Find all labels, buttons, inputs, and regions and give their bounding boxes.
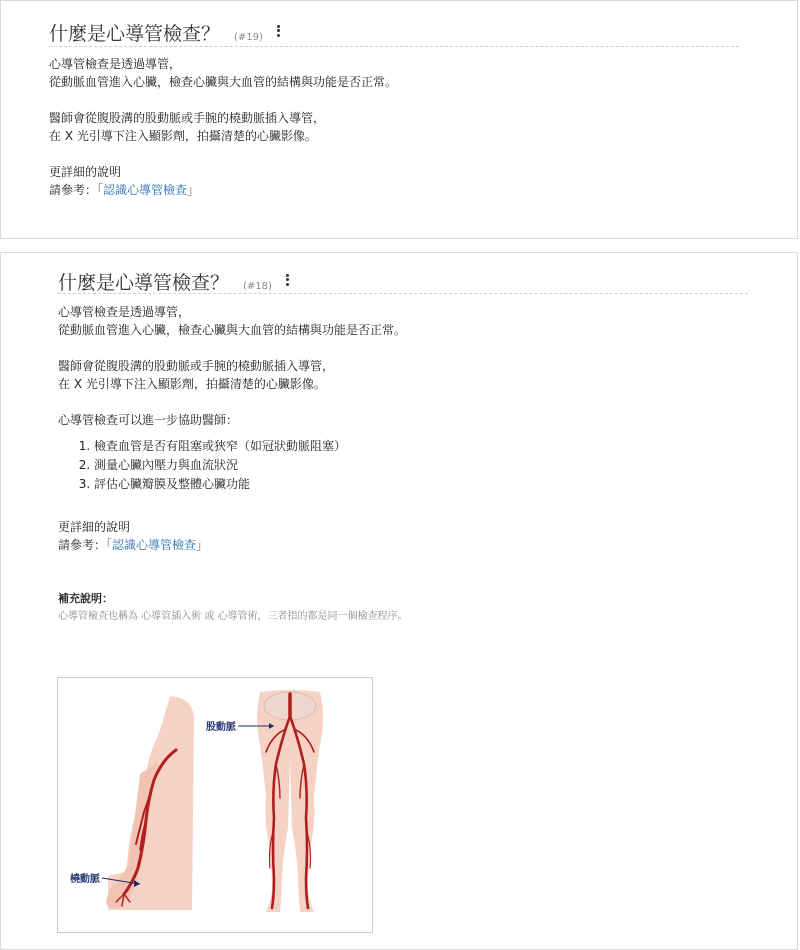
ref-suffix: 」 (187, 183, 200, 197)
card-body (58, 303, 748, 626)
method-line-2: 在 X 光引導下注入顯影劑，拍攝清楚的心臟影像。 (49, 129, 317, 143)
reference-line (49, 181, 397, 199)
card-title: 什麼是心導管檢查？ (58, 272, 230, 294)
more-options-icon[interactable] (277, 23, 281, 38)
intro-line-1: 心導管檢查是透過導管， (49, 57, 182, 71)
faq-card-18 (0, 252, 798, 950)
more-options-icon[interactable] (286, 272, 290, 287)
legs-silhouette (257, 690, 323, 912)
title-separator (58, 293, 748, 294)
list-item: 2. 測量心臟內壓力與血流狀況 (94, 456, 748, 475)
method-line-1: 醫師會從腹股溝的股動脈或手腕的橈動脈插入導管， (49, 111, 326, 125)
intro-line-2: 從動脈血管進入心臟，檢查心臟與大血管的結構與功能是否正常。 (58, 323, 407, 337)
supplement-text: 心導管檢查也稱為 心導管插入術 或 心導管術，三者指的都是同一個檢查程序。 (58, 611, 408, 622)
card-title: 什麼是心導管檢查？ (49, 23, 221, 45)
card-header (58, 268, 290, 295)
radial-artery-label: 橈動脈 (70, 874, 100, 885)
card-body (49, 55, 397, 199)
arm-silhouette (106, 696, 194, 910)
ref-prefix: 請參考：「 (49, 183, 104, 197)
more-info-label: 更詳細的說明 (49, 165, 122, 179)
card-header (49, 19, 281, 46)
reference-link[interactable]: 認識心導管檢查 (112, 538, 197, 552)
card-number: (#19) (234, 32, 263, 43)
reference-link[interactable]: 認識心導管檢查 (103, 183, 188, 197)
intro-line-1: 心導管檢查是透過導管， (58, 305, 191, 319)
artery-access-illustration (57, 677, 373, 933)
ref-suffix: 」 (196, 538, 209, 552)
femoral-artery-label: 股動脈 (206, 722, 236, 733)
faq-card-19 (0, 0, 798, 239)
method-line-2: 在 X 光引導下注入顯影劑，拍攝清楚的心臟影像。 (58, 377, 326, 391)
card-number: (#18) (243, 281, 272, 292)
help-intro: 心導管檢查可以進一步協助醫師： (58, 413, 239, 427)
intro-line-2: 從動脈血管進入心臟，檢查心臟與大血管的結構與功能是否正常。 (49, 75, 398, 89)
list-item: 1. 檢查血管是否有阻塞或狹窄（如冠狀動脈阻塞） (94, 437, 748, 456)
list-item: 3. 評估心臟瓣膜及整體心臟功能 (94, 475, 748, 494)
reference-line (58, 536, 748, 554)
help-list (58, 437, 748, 494)
title-separator (49, 46, 739, 47)
supplement-title: 補充說明： (58, 592, 113, 605)
more-info-label: 更詳細的說明 (58, 520, 131, 534)
artery-diagram (58, 678, 372, 932)
method-line-1: 醫師會從腹股溝的股動脈或手腕的橈動脈插入導管， (58, 359, 335, 373)
ref-prefix: 請參考：「 (58, 538, 113, 552)
